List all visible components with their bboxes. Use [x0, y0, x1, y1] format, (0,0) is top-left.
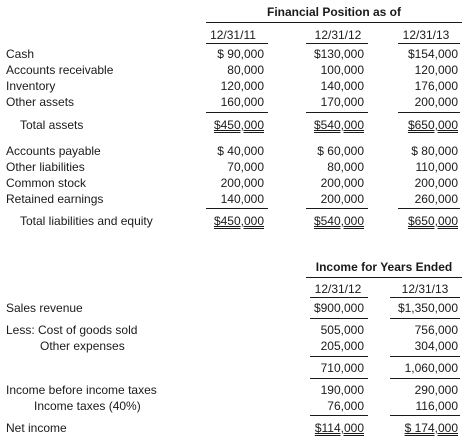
- subtotal-rule: [390, 356, 460, 357]
- row-label-net-income: Net income: [6, 421, 67, 435]
- value-taxes-2013: 116,000: [415, 399, 458, 413]
- subtotal-rule: [306, 208, 368, 209]
- value-other-expenses-2013: 304,000: [414, 339, 458, 353]
- value-ap-2013: $ 80,000: [411, 144, 458, 158]
- value-other-liabilities-2012: 80,000: [327, 160, 364, 174]
- value-cash-2011: $ 90,000: [217, 47, 264, 61]
- date-rule: [390, 297, 460, 298]
- value-inventory-2011: 120,000: [220, 79, 264, 93]
- value-other-liabilities-2011: 70,000: [227, 160, 264, 174]
- value-cogs-2012: 505,000: [320, 323, 364, 337]
- value-sales-2013: $1,350,000: [397, 301, 458, 315]
- value-inventory-2012: 140,000: [320, 79, 364, 93]
- value-ibt-2013: 290,000: [414, 383, 458, 397]
- row-label-other-liabilities: Other liabilities: [6, 160, 85, 174]
- row-label-income-before-taxes: Income before income taxes: [6, 383, 157, 397]
- value-ar-2012: 100,000: [320, 63, 364, 77]
- header-rule: [306, 277, 462, 278]
- value-total-assets-2012: $540,000: [313, 118, 364, 132]
- value-retained-earnings-2013: 260,000: [414, 192, 458, 206]
- value-other-assets-2011: 160,000: [220, 95, 264, 109]
- income-date-2012: 12/31/12: [314, 282, 362, 296]
- subtotal-rule: [310, 378, 368, 379]
- row-label-accounts-receivable: Accounts receivable: [6, 63, 114, 77]
- subtotal-rule: [310, 415, 368, 416]
- value-ap-2012: $ 60,000: [317, 144, 364, 158]
- row-label-income-taxes: Income taxes (40%): [34, 399, 141, 413]
- value-other-assets-2012: 170,000: [320, 95, 364, 109]
- subtotal-rule: [398, 112, 460, 113]
- row-label-inventory: Inventory: [6, 79, 56, 93]
- value-common-stock-2013: 200,000: [414, 176, 458, 190]
- section-rule: [310, 318, 368, 319]
- value-ar-2011: 80,000: [227, 63, 264, 77]
- value-inventory-2013: 176,000: [414, 79, 458, 93]
- value-ibt-2012: 190,000: [320, 383, 364, 397]
- financial-position-title: Financial Position as of: [266, 5, 402, 19]
- row-label-cost-of-goods-sold: Less: Cost of goods sold: [6, 323, 138, 337]
- income-date-2013: 12/31/13: [401, 282, 449, 296]
- value-other-expenses-2012: 205,000: [320, 339, 364, 353]
- date-rule: [306, 43, 368, 44]
- value-cogs-2013: 756,000: [414, 323, 458, 337]
- value-net-income-2013: $ 174,000: [404, 421, 458, 435]
- date-rule: [398, 43, 460, 44]
- value-retained-earnings-2012: 200,000: [320, 192, 364, 206]
- value-common-stock-2011: 200,000: [220, 176, 264, 190]
- row-label-accounts-payable: Accounts payable: [6, 144, 101, 158]
- value-common-stock-2012: 200,000: [320, 176, 364, 190]
- value-other-liabilities-2013: 110,000: [415, 160, 458, 174]
- subtotal-rule: [206, 112, 268, 113]
- row-label-other-assets: Other assets: [6, 95, 75, 109]
- row-label-total-liabilities-equity: Total liabilities and equity: [20, 214, 153, 228]
- date-header-2013: 12/31/13: [402, 28, 450, 42]
- row-label-sales-revenue: Sales revenue: [6, 301, 83, 315]
- value-retained-earnings-2011: 140,000: [220, 192, 264, 206]
- income-title: Income for Years Ended: [315, 260, 453, 274]
- value-total-assets-2013: $650,000: [407, 118, 458, 132]
- value-taxes-2012: 76,000: [327, 399, 364, 413]
- value-sales-2012: $900,000: [313, 301, 364, 315]
- header-rule: [206, 22, 462, 23]
- value-ar-2013: 120,000: [414, 63, 458, 77]
- row-label-other-expenses: Other expenses: [40, 339, 125, 353]
- row-label-cash: Cash: [6, 47, 35, 61]
- subtotal-rule: [390, 415, 460, 416]
- value-net-income-2012: $114,000: [314, 421, 364, 435]
- value-total-le-2011: $450,000: [213, 214, 264, 228]
- value-total-le-2013: $650,000: [407, 214, 458, 228]
- row-label-total-assets: Total assets: [20, 118, 84, 132]
- subtotal-rule: [206, 208, 268, 209]
- value-other-assets-2013: 200,000: [414, 95, 458, 109]
- value-total-le-2012: $540,000: [313, 214, 364, 228]
- value-total-expenses-2013: 1,060,000: [404, 361, 458, 375]
- section-rule: [390, 318, 460, 319]
- value-cash-2012: $130,000: [313, 47, 364, 61]
- subtotal-rule: [398, 208, 460, 209]
- subtotal-rule: [306, 112, 368, 113]
- date-header-2011: 12/31/11: [210, 28, 256, 42]
- value-ap-2011: $ 40,000: [217, 144, 264, 158]
- date-rule: [206, 43, 268, 44]
- value-total-assets-2011: $450,000: [213, 118, 264, 132]
- subtotal-rule: [310, 356, 368, 357]
- date-header-2012: 12/31/12: [314, 28, 362, 42]
- subtotal-rule: [390, 378, 460, 379]
- value-cash-2013: $154,000: [407, 47, 458, 61]
- value-total-expenses-2012: 710,000: [320, 361, 364, 375]
- row-label-common-stock: Common stock: [6, 176, 87, 190]
- date-rule: [310, 297, 368, 298]
- row-label-retained-earnings: Retained earnings: [6, 192, 104, 206]
